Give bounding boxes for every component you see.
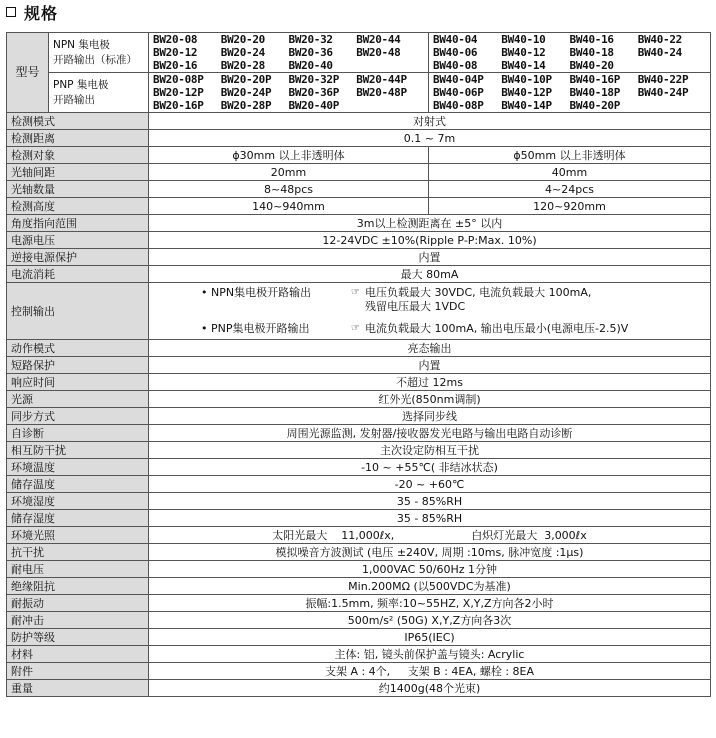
row-control-output: 控制输出 • NPN集电极开路输出 ☞ 电压负载最大 30VDC, 电流负载最大 100mA, 残留电压最大 1VDC • PNP集电极开路输出 ☞ 电流负载最大 100mA, 输出电压最小(电源电压-2.5)V [7,283,711,340]
control-output-detail [149,284,710,338]
row-response: 响应时间 不超过 12ms [7,374,711,391]
row-light-source: 光源 红外光(850nm调制) [7,391,711,408]
model-number: BW40-12 [501,46,546,59]
model-number: BW20-16P [153,99,204,112]
model-number: BW40-08P [433,99,484,112]
row-detect-object: 检测对象 ϕ30mm 以上非透明体 ϕ50mm 以上非透明体 [7,147,711,164]
model-number: BW40-14P [501,99,552,112]
model-number: BW20-12P [153,86,204,99]
model-number: BW40-04P [433,73,484,86]
model-number: BW40-08 [433,59,478,72]
section-heading [6,2,58,22]
model-grid [153,73,424,112]
row-weight: 重量 约1400g(48个光束) [7,680,711,697]
model-number: BW20-44P [356,73,407,86]
model-grid [433,33,706,72]
npn-output-spec-2: 残留电压最大 1VDC [365,300,466,313]
model-number: BW20-40P [288,99,340,112]
row-sync: 同步方式 选择同步线 [7,408,711,425]
row-storage-temp: 储存温度 -20 ~ +60℃ [7,476,711,493]
row-action-mode: 动作模式 亮态输出 [7,340,711,357]
model-number: BW20-16 [153,59,198,72]
model-number: BW20-40 [288,59,333,72]
model-label: 型号 [7,33,49,113]
row-accessory: 附件 支架 A : 4个, 支架 B : 4EA, 螺栓 : 8EA [7,663,711,680]
model-number: BW40-22P [637,73,689,86]
model-grid [433,73,706,112]
model-row-pnp [7,73,711,113]
model-number: BW40-20 [569,59,614,72]
model-number: BW40-24P [637,86,689,99]
model-number: BW40-20P [569,99,621,112]
pnp-bw20-models [149,73,429,113]
model-number: BW20-28 [220,59,266,72]
model-number: BW20-36 [288,46,333,59]
model-number: BW20-32 [288,33,333,46]
pnp-label: PNP 集电极 开路输出 [49,73,149,113]
square-bullet-icon [6,7,16,17]
model-number: BW20-36P [288,86,340,99]
row-storage-humidity: 储存湿度 35 - 85%RH [7,510,711,527]
row-detect-height: 检测高度 140~940mm 120~920mm [7,198,711,215]
model-row-npn [7,33,711,73]
row-material: 材料 主体: 铝, 镜头前保护盖与镜头: Acrylic [7,646,711,663]
model-number: BW40-18P [569,86,621,99]
row-shock: 耐冲击 500m/s² (50G) X,Y,Z方向各3次 [7,612,711,629]
model-number: BW20-44 [356,33,401,46]
model-number: BW40-12P [501,86,552,99]
row-ambient-temp: 环境温度 -10 ~ +55℃( 非结冰状态) [7,459,711,476]
row-protection: 防护等级 IP65(IEC) [7,629,711,646]
row-insulation: 绝缘阻抗 Min.200MΩ (以500VDC为基准) [7,578,711,595]
model-number: BW20-24 [220,46,266,59]
model-number: BW20-08P [153,73,204,86]
pointing-hand-icon: ☞ [351,287,360,298]
row-detect-mode: 检测模式 对射式 [7,113,711,130]
pnp-output-name: • PNP集电极开路输出 [201,322,310,335]
model-number: BW20-08 [153,33,198,46]
model-number: BW40-24 [637,46,683,59]
npn-output-spec-1: 电压负载最大 30VDC, 电流负载最大 100mA, [365,286,592,299]
model-grid [153,33,424,72]
row-detect-distance: 检测距离 0.1 ~ 7m [7,130,711,147]
model-number: BW20-12 [153,46,198,59]
model-number: BW40-10P [501,73,552,86]
model-number: BW40-16P [569,73,621,86]
row-noise: 抗干扰 模拟噪音方波测试 (电压 ±240V, 周期 :10ms, 脉冲宽度 :1μs) [7,544,711,561]
npn-output-name: • NPN集电极开路输出 [201,286,312,299]
npn-bw40-models [429,33,711,73]
npn-label: NPN 集电极 开路输出（标准） [49,33,149,73]
row-withstand-voltage: 耐电压 1,000VAC 50/60Hz 1分钟 [7,561,711,578]
pointing-hand-icon: ☞ [351,323,360,334]
model-number: BW40-14 [501,59,546,72]
row-reverse-protect: 逆接电源保护 内置 [7,249,711,266]
model-number: BW20-20 [220,33,266,46]
row-power: 电源电压 12-24VDC ±10%(Ripple P-P:Max. 10%) [7,232,711,249]
row-axis-pitch: 光轴间距 20mm 40mm [7,164,711,181]
row-axis-count: 光轴数量 8~48pcs 4~24pcs [7,181,711,198]
pnp-bw40-models [429,73,711,113]
row-ambient-light: 环境光照 太阳光最大 11,000ℓx, 白炽灯光最大 3,000ℓx [7,527,711,544]
row-ambient-humidity: 环境湿度 35 - 85%RH [7,493,711,510]
row-interference: 相互防干扰 主次设定防相互干扰 [7,442,711,459]
spec-table [6,32,711,697]
row-diagnosis: 自诊断 周围光源监测, 发射器/接收器发光电路与输出电路自动诊断 [7,425,711,442]
model-number: BW20-48P [356,86,407,99]
model-number: BW40-16 [569,33,614,46]
model-number: BW20-32P [288,73,340,86]
model-number: BW20-20P [220,73,272,86]
row-short-protect: 短路保护 内置 [7,357,711,374]
model-number: BW40-22 [637,33,683,46]
row-current: 电流消耗 最大 80mA [7,266,711,283]
model-number: BW40-10 [501,33,546,46]
model-number: BW40-06 [433,46,478,59]
row-vibration: 耐振动 振幅:1.5mm, 频率:10~55HZ, X,Y,Z方向各2小时 [7,595,711,612]
section-title: 规格 [24,3,59,23]
npn-bw20-models [149,33,429,73]
model-number: BW20-48 [356,46,401,59]
model-number: BW40-18 [569,46,614,59]
model-number: BW20-28P [220,99,272,112]
model-number: BW40-06P [433,86,484,99]
pnp-output-spec-1: 电流负载最大 100mA, 输出电压最小(电源电压-2.5)V [365,322,629,335]
model-number: BW20-24P [220,86,272,99]
model-number: BW40-04 [433,33,478,46]
row-angle: 角度指向范围 3m以上检测距离在 ±5° 以内 [7,215,711,232]
